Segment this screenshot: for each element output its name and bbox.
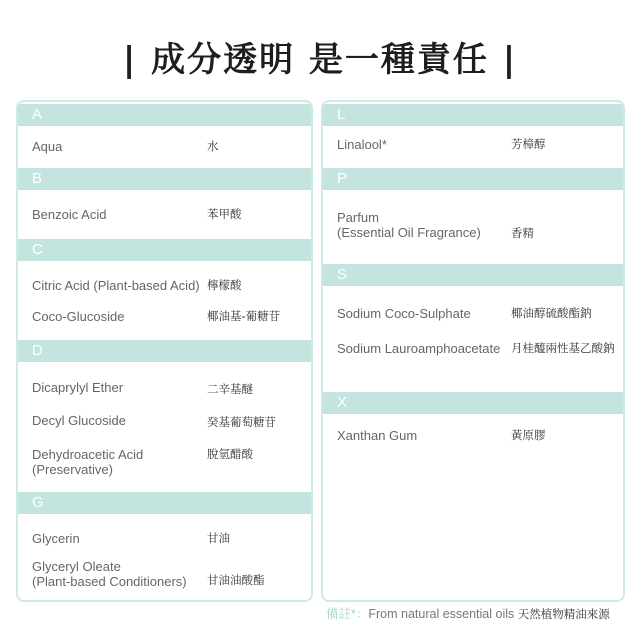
ingredient-name-en: Dicaprylyl Ether bbox=[32, 380, 124, 395]
ingredient-name-en: Decyl Glucoside bbox=[32, 413, 126, 428]
section-header-s: S bbox=[323, 264, 623, 286]
ingredient-name-zh: 苯甲酸 bbox=[207, 207, 242, 221]
section-header-p: P bbox=[323, 168, 623, 190]
ingredient-name-en: Glyceryl Oleate bbox=[32, 559, 121, 574]
ingredient-note-en: (Plant-based Conditioners) bbox=[32, 574, 187, 589]
ingredient-name-en: Benzoic Acid bbox=[32, 207, 107, 222]
ingredient-name-zh: 月桂醯兩性基乙酸鈉 bbox=[511, 341, 615, 355]
ingredient-name-zh: 黃原膠 bbox=[511, 428, 546, 442]
ingredient-name-en: Glycerin bbox=[32, 531, 80, 546]
ingredient-name-zh: 甘油 bbox=[207, 531, 230, 545]
ingredient-name-zh: 甘油油酸酯 bbox=[207, 573, 265, 587]
ingredient-name-zh: 椰油醇硫酸酯鈉 bbox=[511, 306, 592, 320]
section-header-a: A bbox=[18, 104, 311, 126]
ingredient-name-en: Parfum bbox=[337, 210, 379, 225]
ingredient-name-zh: 水 bbox=[207, 139, 219, 153]
ingredient-name-en: Citric Acid (Plant-based Acid) bbox=[32, 278, 200, 293]
section-header-c: C bbox=[18, 239, 311, 261]
section-header-x: X bbox=[323, 392, 623, 414]
footnote bbox=[326, 604, 610, 624]
ingredient-name-en: Sodium Coco-Sulphate bbox=[337, 306, 471, 321]
ingredient-name-zh: 檸檬酸 bbox=[207, 278, 242, 292]
section-header-d: D bbox=[18, 340, 311, 362]
section-header-g: G bbox=[18, 492, 311, 514]
ingredients-panel-left bbox=[16, 100, 313, 602]
footnote-text-zh: 天然植物精油來源 bbox=[517, 607, 610, 621]
ingredient-note-en: (Essential Oil Fragrance) bbox=[337, 225, 481, 240]
ingredient-name-zh: 二辛基醚 bbox=[207, 382, 253, 396]
ingredient-name-en: Linalool* bbox=[337, 137, 387, 152]
ingredients-panel-right bbox=[321, 100, 625, 602]
section-header-b: B bbox=[18, 168, 311, 190]
ingredient-name-zh: 香精 bbox=[511, 226, 534, 240]
section-header-l: L bbox=[323, 104, 623, 126]
ingredient-name-en: Xanthan Gum bbox=[337, 428, 418, 443]
ingredient-note-en: (Preservative) bbox=[32, 462, 113, 477]
ingredient-name-zh: 椰油基-葡糖苷 bbox=[207, 309, 281, 323]
ingredient-name-en: Coco-Glucoside bbox=[32, 309, 125, 324]
ingredient-name-en: Aqua bbox=[32, 139, 63, 154]
ingredient-name-zh: 癸基葡萄糖苷 bbox=[207, 415, 276, 429]
footnote-mark: 備註*： bbox=[326, 607, 369, 621]
ingredient-name-zh: 芳樟醇 bbox=[511, 137, 546, 151]
ingredient-name-en: Dehydroacetic Acid bbox=[32, 447, 144, 462]
footnote-text-en: From natural essential oils bbox=[368, 607, 518, 621]
page-title: | 成分透明 是一種責任 | bbox=[122, 40, 518, 80]
ingredient-name-zh: 脫氫醋酸 bbox=[207, 447, 253, 461]
ingredient-name-en: Sodium Lauroamphoacetate bbox=[337, 341, 501, 356]
